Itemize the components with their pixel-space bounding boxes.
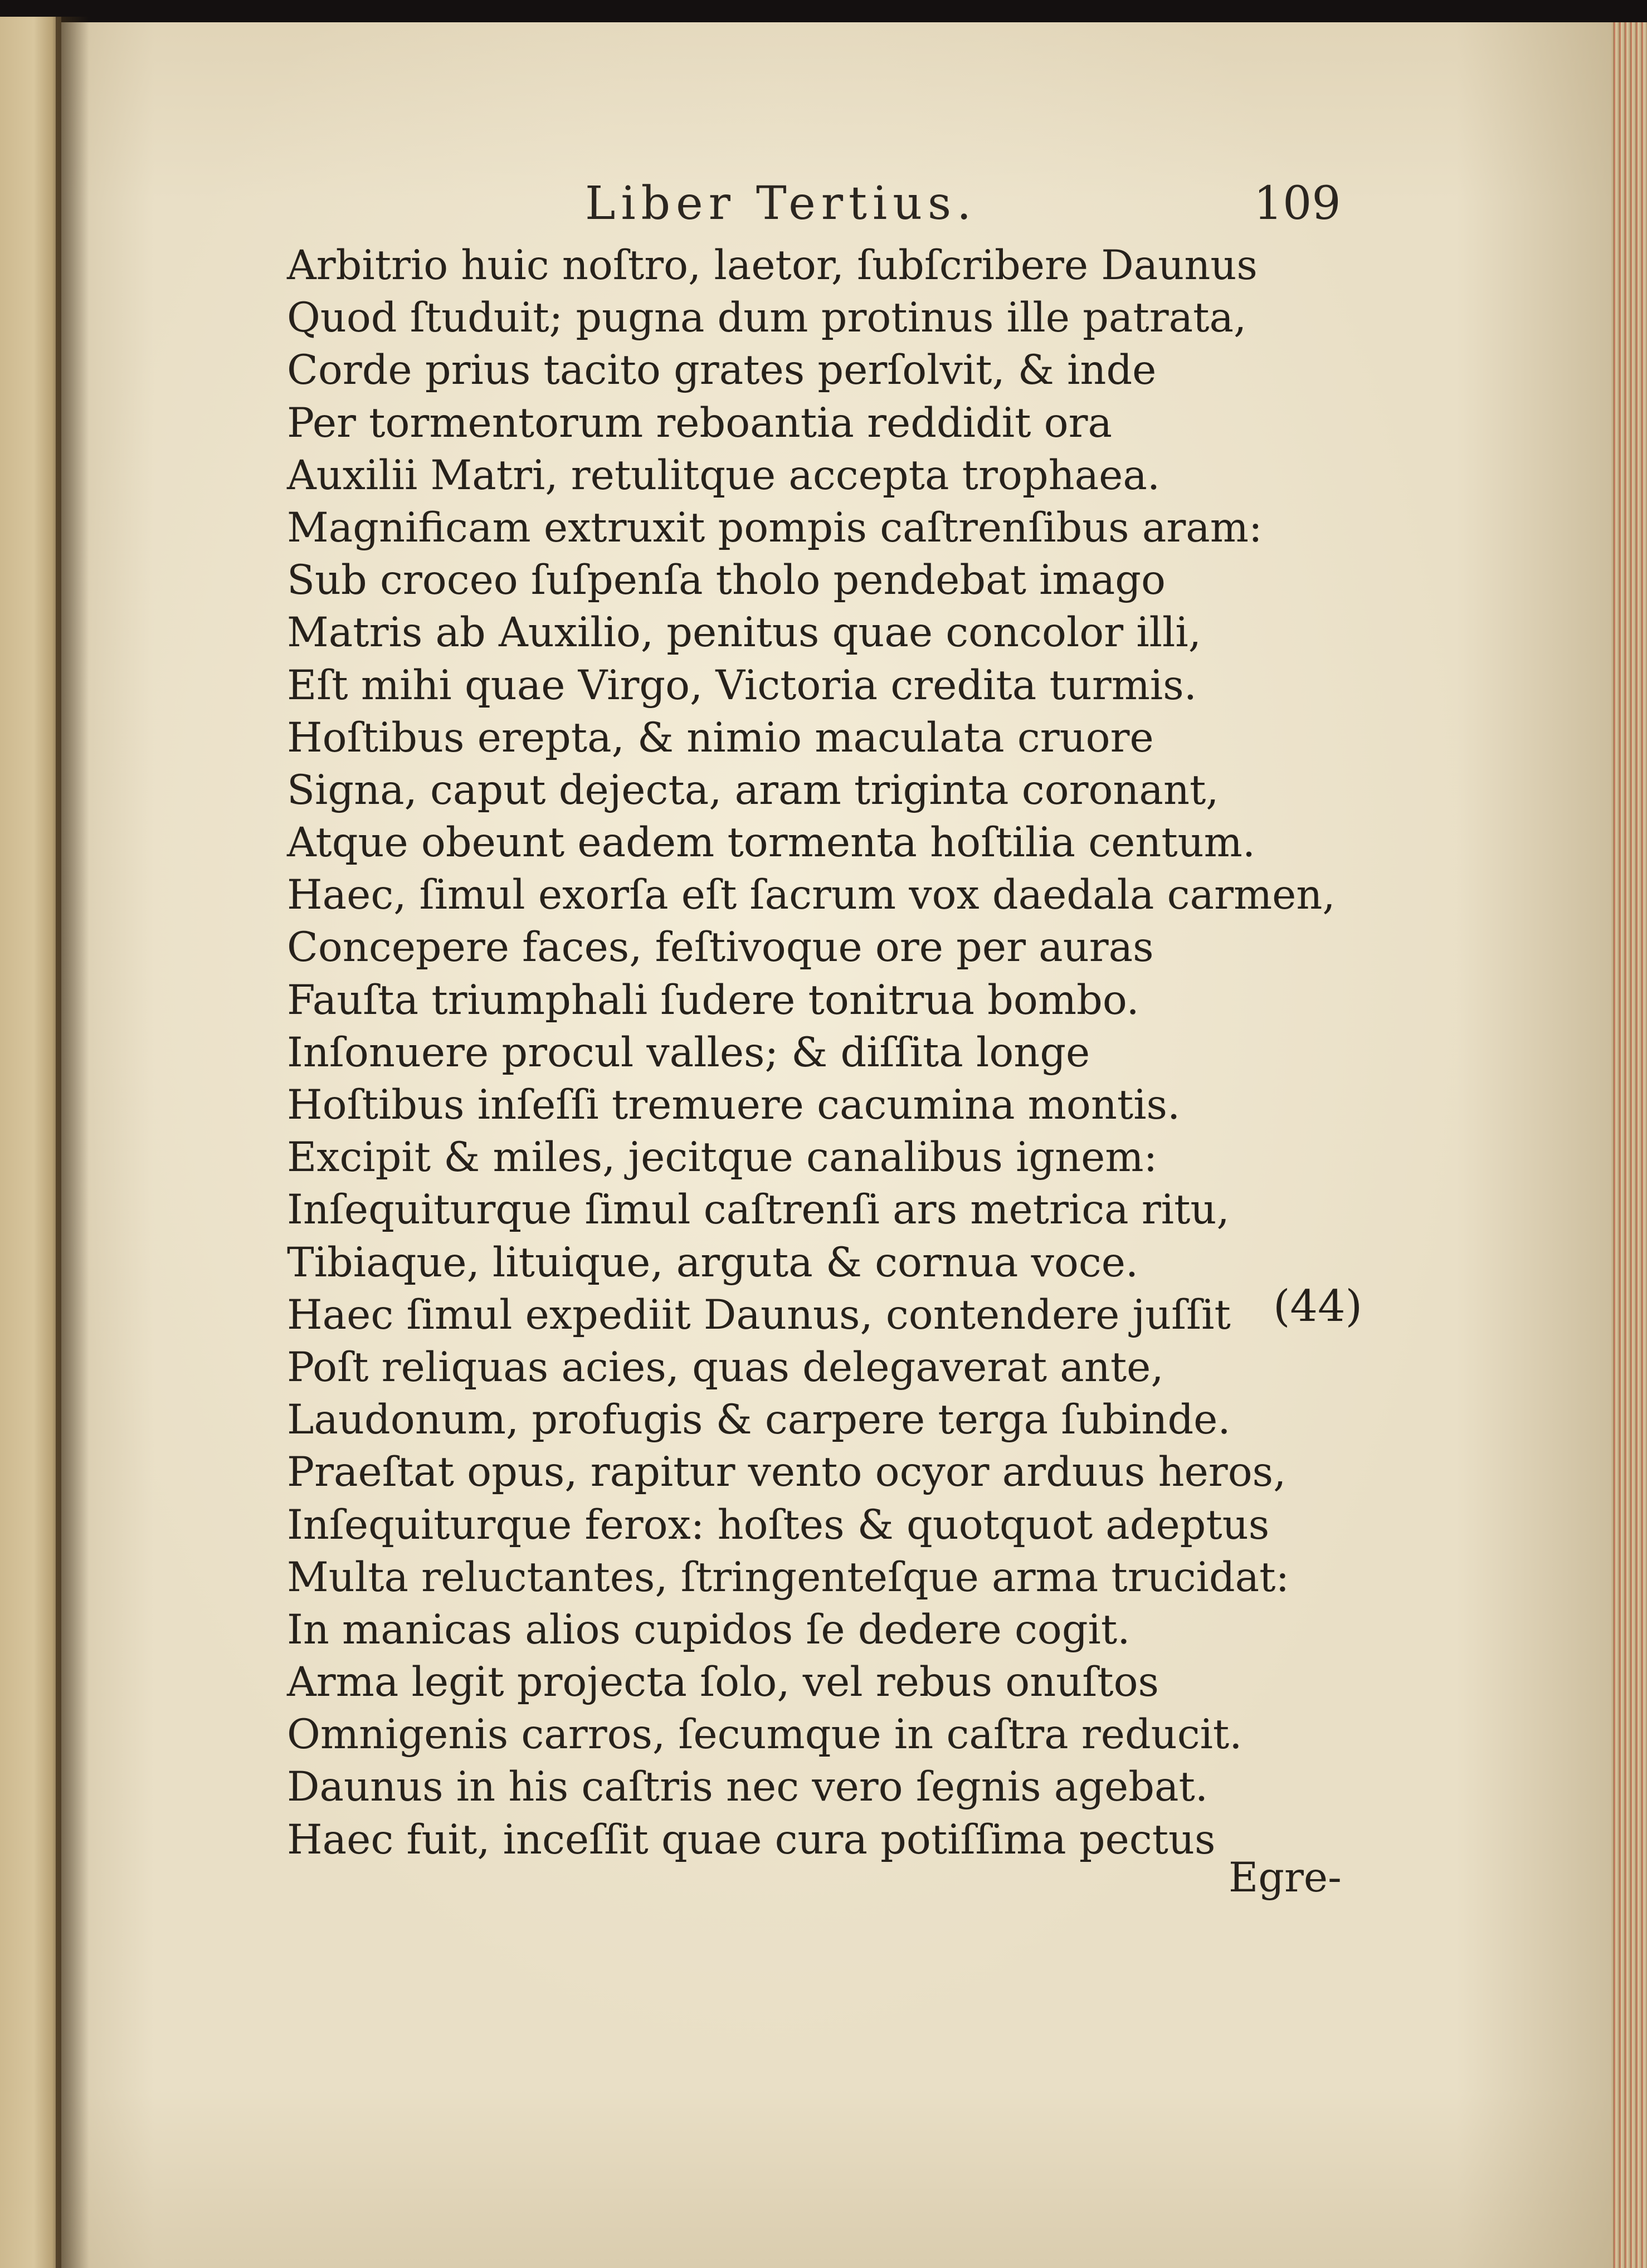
verse-line: Eſt mihi quae Virgo, Victoria credita turmis. bbox=[287, 661, 1197, 709]
verse-line: Quod ſtuduit; pugna dum protinus ille patrata, bbox=[287, 294, 1247, 342]
verse-line: Laudonum, profugis & carpere terga ſubinde. bbox=[287, 1396, 1231, 1444]
page-number: 109 bbox=[1254, 177, 1341, 230]
verse-line: Haec fuit, inceſſit quae cura potiſſima pectus bbox=[287, 1816, 1216, 1864]
verse-line: Omnigenis carros, ſecumque in caſtra reducit. bbox=[287, 1711, 1242, 1759]
verse-line: Signa, caput dejecta, aram triginta coronant, bbox=[287, 766, 1219, 814]
verse-line: Inſonuere procul valles; & diſſita longe bbox=[287, 1028, 1090, 1076]
catchword: Egre- bbox=[1229, 1854, 1342, 1901]
verse-line: Haec ſimul expediit Daunus, contendere juſſit bbox=[287, 1291, 1231, 1339]
verse-line: Corde prius tacito grates perſolvit, & inde bbox=[287, 347, 1157, 394]
verse-line: Inſequiturque ferox: hoſtes & quotquot adeptus bbox=[287, 1501, 1270, 1549]
verse-line: Daunus in his caſtris nec vero ſegnis agebat. bbox=[287, 1763, 1209, 1811]
verse-line: Per tormentorum reboantia reddidit ora bbox=[287, 399, 1112, 447]
verse-line: Poſt reliquas acies, quas delegaverat ante, bbox=[287, 1343, 1164, 1391]
verse-line: Hoſtibus erepta, & nimio maculata cruore bbox=[287, 714, 1154, 762]
verse-line: Magnificam extruxit pompis caſtrenſibus aram: bbox=[287, 504, 1263, 552]
verse-text bbox=[287, 240, 1336, 1866]
verse-line: Arbitrio huic noſtro, laetor, ſubſcribere Daunus bbox=[287, 242, 1258, 289]
running-head-title: Liber Tertius. bbox=[585, 177, 977, 230]
verse-line: Concepere faces, feſtivoque ore per auras bbox=[287, 924, 1154, 972]
verse-line: Haec, ſimul exorſa eſt ſacrum vox daedala carmen, bbox=[287, 871, 1336, 919]
verse-line: Auxilii Matri, retulitque accepta trophaea. bbox=[287, 451, 1161, 499]
verse-line: Arma legit projecta ſolo, vel rebus onuſtos bbox=[287, 1659, 1159, 1706]
verse-line: Praeſtat opus, rapitur vento ocyor arduus heros, bbox=[287, 1448, 1287, 1496]
verse-line: Matris ab Auxilio, penitus quae concolor illi, bbox=[287, 609, 1201, 657]
page-fore-edge bbox=[1611, 22, 1647, 2268]
marginal-note-number: (44) bbox=[1273, 1281, 1363, 1331]
verse-line: Fauſta triumphali ſudere tonitrua bombo. bbox=[287, 976, 1139, 1024]
verse-line: Sub croceo ſuſpenſa tholo pendebat imago bbox=[287, 557, 1166, 604]
verse-line: In manicas alios cupidos ſe dedere cogit. bbox=[287, 1606, 1131, 1654]
verse-line: Atque obeunt eadem tormenta hoſtilia centum. bbox=[287, 819, 1256, 867]
gutter-shadow bbox=[56, 17, 89, 2268]
verse-line: Tibiaque, lituique, arguta & cornua voce. bbox=[287, 1238, 1139, 1286]
facing-page-edge bbox=[0, 17, 61, 2268]
verse-line: Inſequiturque ſimul caſtrenſi ars metrica ritu, bbox=[287, 1186, 1230, 1234]
scan-background bbox=[0, 0, 1647, 22]
verse-line: Excipit & miles, jecitque canalibus ignem: bbox=[287, 1134, 1158, 1182]
verse-line: Hoſtibus inſeſſi tremuere cacumina montis. bbox=[287, 1081, 1181, 1129]
verse-line: Multa reluctantes, ſtringenteſque arma trucidat: bbox=[287, 1553, 1290, 1601]
